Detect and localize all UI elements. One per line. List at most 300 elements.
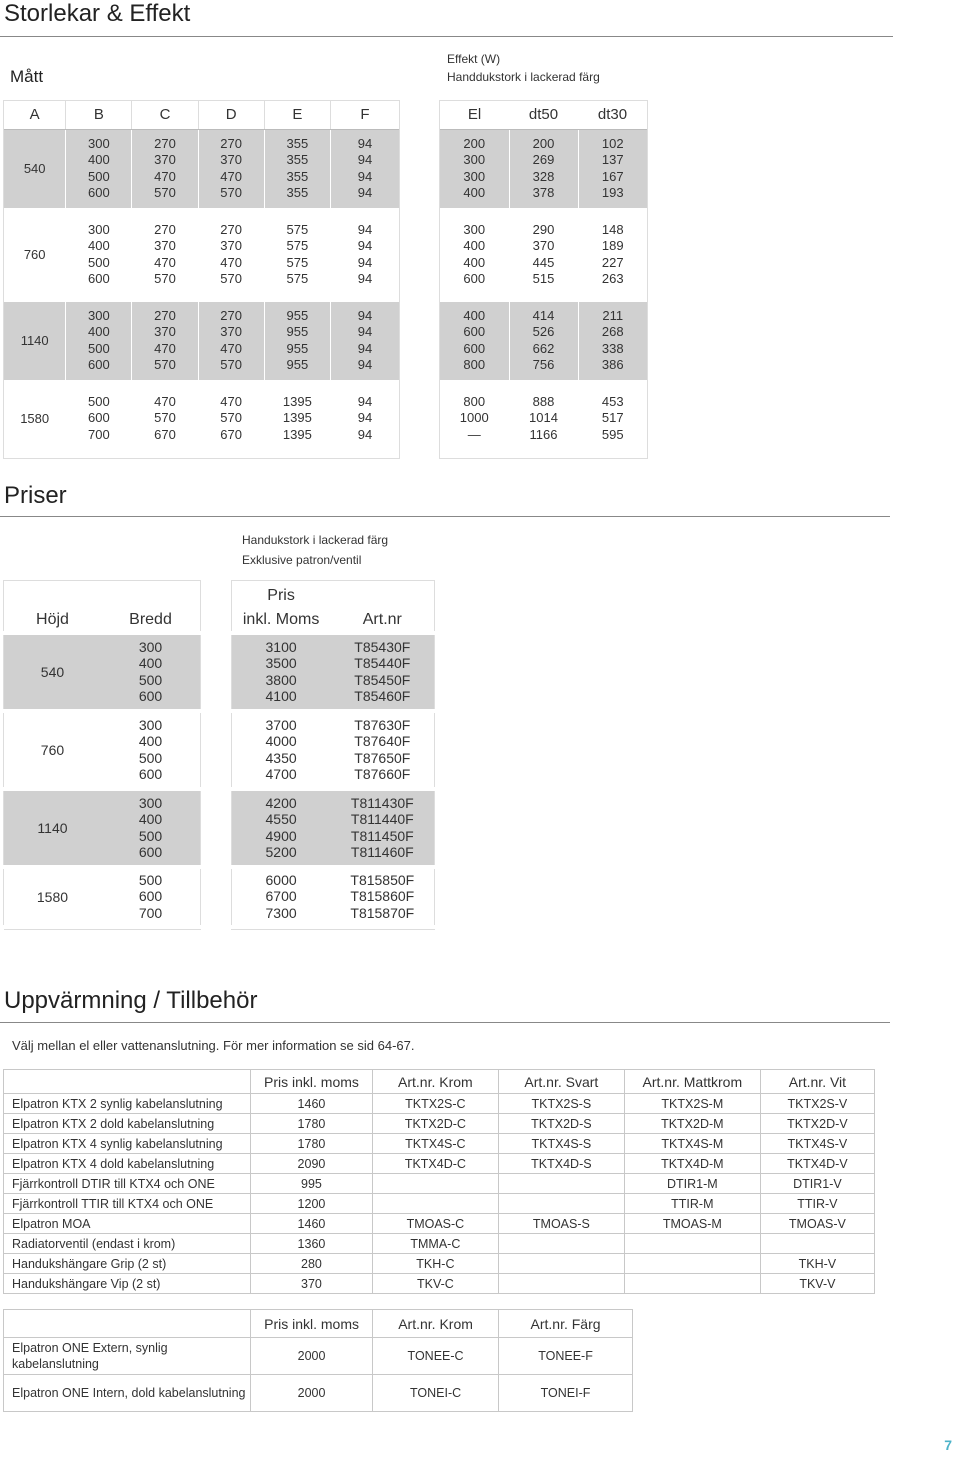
size-value: 575 (286, 271, 309, 286)
price-value: 4100 (265, 688, 297, 704)
size-a-cell: 1140 (4, 298, 66, 384)
size-header: F (330, 101, 399, 129)
size-f-cell (330, 129, 399, 212)
size-value: 470 (154, 340, 176, 356)
acc-item-name: Elpatron KTX 4 dold kabelanslutning (4, 1154, 251, 1174)
one-header: Art.nr. Färg (499, 1310, 633, 1338)
price-header-pris-line1: Pris (267, 586, 295, 604)
size-value: 270 (220, 221, 242, 237)
acc-cell: TKTX2S-S (498, 1094, 624, 1114)
acc-cell: 1200 (251, 1194, 373, 1214)
acc-cell: 2090 (251, 1154, 373, 1174)
price-bredd-value: 600 (138, 688, 163, 704)
price-value: 6000 (265, 871, 297, 888)
acc-cell: 1780 (251, 1114, 373, 1134)
acc-cell: DTIR1-M (624, 1174, 760, 1194)
acc-header (4, 1070, 251, 1094)
acc-item-name: Elpatron KTX 2 synlig kabelanslutning (4, 1094, 251, 1114)
effect-value: 200 (532, 135, 555, 151)
size-b-cell (66, 129, 132, 212)
price-art-value: T815860F (350, 888, 415, 905)
matt-label: Mått (10, 67, 44, 86)
price-art-value: T815870F (350, 904, 415, 921)
price-art-value: T811450F (350, 827, 414, 844)
size-value: 94 (357, 168, 373, 184)
size-value: 94 (357, 221, 373, 237)
acc-cell: 1460 (251, 1214, 373, 1234)
acc-cell (498, 1174, 624, 1194)
size-a-cell: 540 (4, 129, 66, 212)
size-value: 355 (286, 135, 309, 151)
size-e-cell (264, 298, 330, 384)
price-value: 4700 (265, 766, 297, 782)
size-d-cell (198, 212, 264, 298)
price-pris-cell (231, 867, 331, 927)
effect-value: 414 (532, 307, 555, 323)
effect-value: 888 (532, 393, 555, 409)
price-bredd-value: 300 (138, 638, 163, 655)
price-bredd-value: 500 (138, 827, 163, 844)
one-cell: TONEI-C (373, 1375, 499, 1412)
effect-value: 300 (463, 152, 486, 167)
effect-value: 211 (602, 307, 624, 323)
size-value: 470 (154, 254, 176, 270)
size-value: 270 (154, 307, 176, 323)
acc-cell (624, 1274, 760, 1294)
effect-table (439, 100, 648, 459)
price-art-value: T87630F (354, 716, 411, 733)
effect-value: 137 (601, 152, 624, 167)
size-value: 670 (220, 426, 242, 442)
price-bredd-value: 600 (138, 844, 163, 860)
size-value: 94 (357, 357, 373, 372)
acc-cell: TKTX2D-S (498, 1114, 624, 1134)
acc-item-name: Elpatron MOA (4, 1214, 251, 1234)
size-value: 570 (220, 271, 242, 286)
acc-cell: 370 (251, 1274, 373, 1294)
one-header: Pris inkl. moms (251, 1310, 373, 1338)
size-value: 570 (220, 357, 242, 372)
acc-cell: TKTX4S-M (624, 1134, 760, 1154)
size-value: 94 (357, 135, 373, 151)
size-value: 370 (154, 324, 176, 339)
size-c-cell (132, 129, 198, 212)
price-bredd-value: 400 (138, 811, 163, 827)
acc-header: Art.nr. Svart (498, 1070, 624, 1094)
effect-value: 386 (601, 357, 624, 372)
price-value: 4900 (265, 827, 297, 844)
size-f-cell (330, 298, 399, 384)
spacer (4, 927, 101, 930)
size-value: 575 (286, 238, 309, 253)
price-header-pris-line2: inkl. Moms (242, 610, 320, 628)
size-value: 600 (88, 410, 110, 426)
price-value: 5200 (265, 844, 297, 860)
size-value: 570 (154, 410, 176, 426)
price-header-hojd: Höjd (4, 581, 101, 633)
divider (0, 1022, 890, 1023)
price-header-pris (231, 581, 331, 633)
price-bredd-value: 500 (138, 871, 163, 888)
effect-el-cell (440, 212, 509, 298)
size-value: 955 (286, 340, 309, 356)
acc-cell: TKV-C (372, 1274, 498, 1294)
size-b-cell (66, 384, 132, 454)
effect-value: 453 (601, 393, 624, 409)
section-title-prices: Priser (4, 482, 67, 509)
effect-value: 515 (532, 271, 555, 286)
price-value: 4350 (265, 749, 297, 766)
acc-cell: 1360 (251, 1234, 373, 1254)
size-header: B (66, 101, 132, 129)
acc-item-name: Fjärrkontroll TTIR till KTX4 och ONE (4, 1194, 251, 1214)
one-header: Art.nr. Krom (373, 1310, 499, 1338)
acc-cell: 280 (251, 1254, 373, 1274)
size-e-cell (264, 384, 330, 454)
acc-cell: TKTX2D-M (624, 1114, 760, 1134)
effect-value: 300 (463, 168, 486, 184)
effect-value: 328 (532, 168, 555, 184)
size-value: 94 (357, 324, 373, 339)
effect-header: dt50 (509, 101, 578, 129)
one-cell: 2000 (251, 1338, 373, 1375)
size-value: 600 (88, 271, 110, 286)
spacer (201, 867, 232, 927)
spacer (201, 633, 232, 711)
price-bredd-value: 300 (138, 794, 163, 811)
size-value: 575 (286, 221, 309, 237)
one-cell: TONEE-F (499, 1338, 633, 1375)
size-value: 570 (220, 185, 242, 200)
acc-cell: TKTX4S-C (372, 1134, 498, 1154)
size-value: 470 (154, 393, 176, 409)
effect-dt30-cell (578, 384, 647, 454)
size-value: 355 (286, 168, 309, 184)
price-value: 6700 (265, 888, 297, 905)
price-header-bredd: Bredd (101, 581, 201, 633)
one-table (3, 1309, 633, 1412)
effect-value: 800 (463, 393, 486, 409)
size-value: 500 (88, 254, 110, 270)
price-pris-cell (231, 633, 331, 711)
size-a-cell: 760 (4, 212, 66, 298)
effect-value: 200 (463, 135, 486, 151)
acc-item-name: Handukshängare Grip (2 st) (4, 1254, 251, 1274)
price-bredd-value: 600 (138, 888, 163, 905)
acc-cell (372, 1194, 498, 1214)
acc-cell (760, 1234, 874, 1254)
price-bredd-cell (101, 789, 201, 867)
size-value: 94 (357, 410, 373, 426)
effect-value: 517 (601, 410, 624, 426)
size-e-cell (264, 212, 330, 298)
effect-value: 662 (532, 340, 555, 356)
size-value: 370 (220, 324, 242, 339)
size-f-cell (330, 384, 399, 454)
acc-cell: TKH-V (760, 1254, 874, 1274)
effect-value: 400 (463, 185, 486, 200)
effect-value: 400 (463, 238, 486, 253)
size-value: 270 (220, 135, 242, 151)
effect-dt50-cell (509, 212, 578, 298)
size-value: 500 (88, 168, 110, 184)
size-value: 355 (286, 185, 309, 200)
size-value: 270 (220, 307, 242, 323)
acc-cell: TMOAS-M (624, 1214, 760, 1234)
size-value: 94 (357, 254, 373, 270)
acc-cell (372, 1174, 498, 1194)
size-d-cell (198, 384, 264, 454)
size-value: 600 (88, 185, 110, 200)
price-art-cell (331, 789, 435, 867)
size-value: 570 (154, 357, 176, 372)
effect-value: 370 (532, 238, 555, 253)
size-value: 94 (357, 426, 373, 442)
price-art-value: T85430F (354, 638, 411, 655)
price-art-value: T811440F (350, 811, 414, 827)
acc-cell: DTIR1-V (760, 1174, 874, 1194)
price-hojd-cell: 760 (4, 711, 101, 789)
price-value: 4000 (265, 733, 297, 749)
price-bredd-value: 400 (138, 733, 163, 749)
price-art-value: T87640F (354, 733, 411, 749)
size-value: 470 (220, 393, 242, 409)
size-c-cell (132, 384, 198, 454)
heating-intro: Välj mellan el eller vattenanslutning. För mer information se sid 64-67. (12, 1038, 415, 1053)
one-cell: TONEE-C (373, 1338, 499, 1375)
effect-value: 526 (532, 324, 555, 339)
effect-value: 800 (463, 357, 486, 372)
size-value: 94 (357, 340, 373, 356)
acc-cell (624, 1234, 760, 1254)
spacer (201, 927, 232, 930)
size-value: 300 (88, 307, 110, 323)
size-value: 570 (154, 271, 176, 286)
price-value: 3700 (265, 716, 297, 733)
size-f-cell (330, 212, 399, 298)
one-item-name: Elpatron ONE Extern, synlig kabelanslutning (4, 1338, 251, 1375)
acc-cell: 1780 (251, 1134, 373, 1154)
effect-value: 1166 (529, 426, 558, 442)
size-c-cell (132, 212, 198, 298)
effect-el-cell (440, 129, 509, 212)
size-value: 1395 (282, 410, 312, 426)
divider (0, 516, 890, 517)
effect-value: 756 (532, 357, 555, 372)
spacer (201, 581, 232, 633)
size-value: 400 (88, 238, 110, 253)
effect-dt50-cell (509, 384, 578, 454)
acc-cell: TKTX2S-C (372, 1094, 498, 1114)
section-title-sizes: Storlekar & Effekt (4, 0, 191, 27)
size-value: 570 (220, 410, 242, 426)
size-value: 1395 (282, 393, 312, 409)
size-d-cell (198, 298, 264, 384)
one-cell: 2000 (251, 1375, 373, 1412)
size-value: 1395 (282, 426, 312, 442)
acc-cell: TTIR-V (760, 1194, 874, 1214)
price-bredd-value: 500 (138, 671, 163, 688)
size-value: 470 (220, 254, 242, 270)
size-d-cell (198, 129, 264, 212)
acc-cell: TMMA-C (372, 1234, 498, 1254)
effect-value: 269 (532, 152, 555, 167)
size-value: 400 (88, 152, 110, 167)
acc-item-name: Elpatron KTX 4 synlig kabelanslutning (4, 1134, 251, 1154)
acc-cell: TKTX2S-M (624, 1094, 760, 1114)
effect-value: 227 (601, 254, 624, 270)
size-value: 300 (88, 221, 110, 237)
effect-value: 595 (601, 426, 624, 442)
size-value: 470 (220, 168, 242, 184)
size-value: 94 (357, 152, 373, 167)
size-value: 500 (88, 393, 110, 409)
size-b-cell (66, 212, 132, 298)
acc-cell: TKV-V (760, 1274, 874, 1294)
acc-item-name: Fjärrkontroll DTIR till KTX4 och ONE (4, 1174, 251, 1194)
effect-value: 445 (532, 254, 555, 270)
size-value: 94 (357, 185, 373, 200)
effect-value: 167 (601, 168, 624, 184)
acc-item-name: Handukshängare Vip (2 st) (4, 1274, 251, 1294)
section-title-heating: Uppvärmning / Tillbehör (4, 987, 258, 1014)
spacer (201, 711, 232, 789)
one-item-name: Elpatron ONE Intern, dold kabelanslutning (4, 1375, 251, 1412)
price-bredd-value: 600 (138, 766, 163, 782)
price-sub2: Exklusive patron/ventil (242, 553, 362, 567)
effect-header: dt30 (578, 101, 647, 129)
size-value: 355 (286, 152, 309, 167)
acc-cell: TMOAS-S (498, 1214, 624, 1234)
effect-dt50-cell (509, 129, 578, 212)
size-value: 370 (220, 152, 242, 167)
accessories-table (3, 1069, 875, 1294)
effekt-label: Effekt (W) (447, 52, 501, 66)
price-art-value: T87660F (354, 766, 411, 782)
price-hojd-cell: 1140 (4, 789, 101, 867)
effect-value: 600 (463, 340, 486, 356)
acc-cell: 995 (251, 1174, 373, 1194)
effect-dt30-cell (578, 129, 647, 212)
price-table (3, 580, 435, 930)
effect-value: 378 (532, 185, 555, 200)
acc-header: Art.nr. Mattkrom (624, 1070, 760, 1094)
price-value: 3100 (265, 638, 297, 655)
size-value: 600 (88, 357, 110, 372)
acc-cell: TKH-C (372, 1254, 498, 1274)
price-art-value: T811430F (350, 794, 414, 811)
price-hojd-cell: 1580 (4, 867, 101, 927)
price-value: 3500 (265, 655, 297, 671)
spacer (331, 927, 435, 930)
size-value: 370 (220, 238, 242, 253)
price-bredd-cell (101, 711, 201, 789)
price-art-value: T811460F (350, 844, 414, 860)
size-value: 700 (88, 426, 110, 442)
price-sub1: Handukstork i lackerad färg (242, 533, 389, 547)
size-value: 94 (357, 393, 373, 409)
size-value: 570 (154, 185, 176, 200)
price-hojd-cell: 540 (4, 633, 101, 711)
acc-cell: TMOAS-V (760, 1214, 874, 1234)
effect-value: 338 (601, 340, 624, 356)
acc-item-name: Elpatron KTX 2 dold kabelanslutning (4, 1114, 251, 1134)
size-header: D (198, 101, 264, 129)
effect-dt50-cell (509, 298, 578, 384)
price-value: 3800 (265, 671, 297, 688)
price-pris-cell (231, 789, 331, 867)
price-bredd-value: 700 (138, 904, 163, 921)
effect-value: 268 (601, 324, 624, 339)
acc-cell (498, 1274, 624, 1294)
size-b-cell (66, 298, 132, 384)
effect-value: 300 (463, 221, 486, 237)
acc-cell (624, 1254, 760, 1274)
acc-cell (498, 1234, 624, 1254)
effect-value: 263 (601, 271, 624, 286)
price-art-cell (331, 711, 435, 789)
effect-value: 102 (601, 135, 624, 151)
price-bredd-cell (101, 633, 201, 711)
size-value: 94 (357, 307, 373, 323)
effect-el-cell (440, 298, 509, 384)
size-value: 270 (154, 221, 176, 237)
effect-value: 600 (463, 271, 486, 286)
size-value: 94 (357, 238, 373, 253)
size-value: 400 (88, 324, 110, 339)
effect-value: 189 (601, 238, 624, 253)
price-art-cell (331, 867, 435, 927)
price-value: 4550 (265, 811, 297, 827)
one-header (4, 1310, 251, 1338)
size-value: 575 (286, 254, 309, 270)
size-header: E (264, 101, 330, 129)
price-art-value: T85440F (354, 655, 411, 671)
acc-cell: TMOAS-C (372, 1214, 498, 1234)
size-a-cell: 1580 (4, 384, 66, 454)
effect-dt30-cell (578, 212, 647, 298)
acc-cell: 1460 (251, 1094, 373, 1114)
size-value: 370 (154, 238, 176, 253)
size-value: 955 (286, 357, 309, 372)
price-art-value: T87650F (354, 749, 411, 766)
page-number: 7 (944, 1437, 952, 1453)
price-header-art: Art.nr (331, 581, 435, 633)
effect-value: 290 (532, 221, 555, 237)
acc-header: Art.nr. Krom (372, 1070, 498, 1094)
one-cell: TONEI-F (499, 1375, 633, 1412)
price-bredd-value: 300 (138, 716, 163, 733)
effect-value: 400 (463, 254, 486, 270)
price-art-cell (331, 633, 435, 711)
size-table (3, 100, 400, 459)
price-bredd-value: 400 (138, 655, 163, 671)
effect-dt30-cell (578, 298, 647, 384)
acc-item-name: Radiatorventil (endast i krom) (4, 1234, 251, 1254)
acc-cell: TKTX4S-V (760, 1134, 874, 1154)
size-value: 470 (220, 340, 242, 356)
price-value: 7300 (265, 904, 297, 921)
spacer (101, 927, 201, 930)
effect-value: 600 (463, 324, 486, 339)
size-value: 955 (286, 324, 309, 339)
price-art-value: T85450F (354, 671, 411, 688)
acc-cell: TKTX4D-C (372, 1154, 498, 1174)
effect-el-cell (440, 384, 509, 454)
acc-header: Art.nr. Vit (760, 1070, 874, 1094)
price-art-value: T85460F (354, 688, 411, 704)
effect-value: — (467, 426, 481, 442)
